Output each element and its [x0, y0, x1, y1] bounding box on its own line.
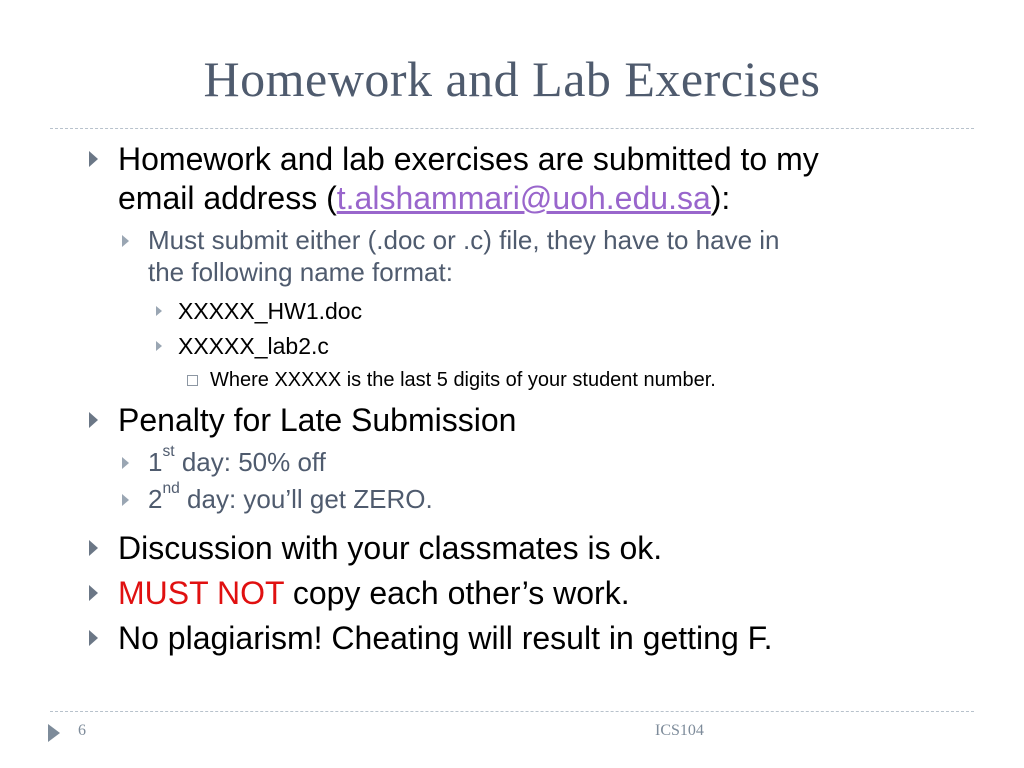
- bullet-arrow-icon: [122, 235, 129, 247]
- bullet-text: Must submit either (.doc or .c) file, they have to have in: [148, 225, 780, 255]
- square-bullet-icon: [187, 375, 198, 386]
- footer-arrow-icon: [48, 724, 60, 742]
- bullet-text: Discussion with your classmates is ok.: [118, 530, 663, 566]
- bullet-text-line2: the following name format:: [148, 257, 453, 287]
- course-code: ICS104: [655, 722, 704, 739]
- bullet-text: Homework and lab exercises are submitted to my: [118, 141, 819, 177]
- bullet-arrow-icon: [89, 540, 98, 556]
- bullet-text: XXXXX_HW1.doc: [178, 298, 363, 324]
- bullet-arrow-icon: [89, 585, 98, 601]
- bullet-arrow-icon: [156, 306, 162, 316]
- bullet-arrow-icon: [89, 412, 98, 428]
- bullet-arrow-icon: [156, 341, 162, 351]
- bullet-arrow-icon: [122, 494, 129, 506]
- bullet-arrow-icon: [89, 630, 98, 646]
- bullet-text: XXXXX_lab2.c: [178, 333, 329, 359]
- bullet-text: 1st day: 50% off: [148, 443, 326, 477]
- bullet-text: 2nd day: you’ll get ZERO.: [148, 480, 433, 514]
- footer-divider: [50, 711, 974, 712]
- bullet-arrow-icon: [122, 457, 129, 469]
- bullet-text: Where XXXXX is the last 5 digits of your student number.: [210, 369, 716, 391]
- bullet-text: Penalty for Late Submission: [118, 402, 517, 438]
- bullet-text-line2: email address (t.alshammari@uoh.edu.sa):: [118, 180, 731, 216]
- email-link[interactable]: t.alshammari@uoh.edu.sa: [336, 180, 711, 216]
- bullet-text: MUST NOT copy each other’s work.: [118, 575, 630, 611]
- emphasis-text: MUST NOT: [118, 575, 284, 611]
- page-number: 6: [78, 722, 86, 739]
- bullet-text: No plagiarism! Cheating will result in getting F.: [118, 620, 773, 656]
- slide-title: Homework and Lab Exercises: [203, 51, 821, 107]
- bullet-arrow-icon: [89, 151, 98, 167]
